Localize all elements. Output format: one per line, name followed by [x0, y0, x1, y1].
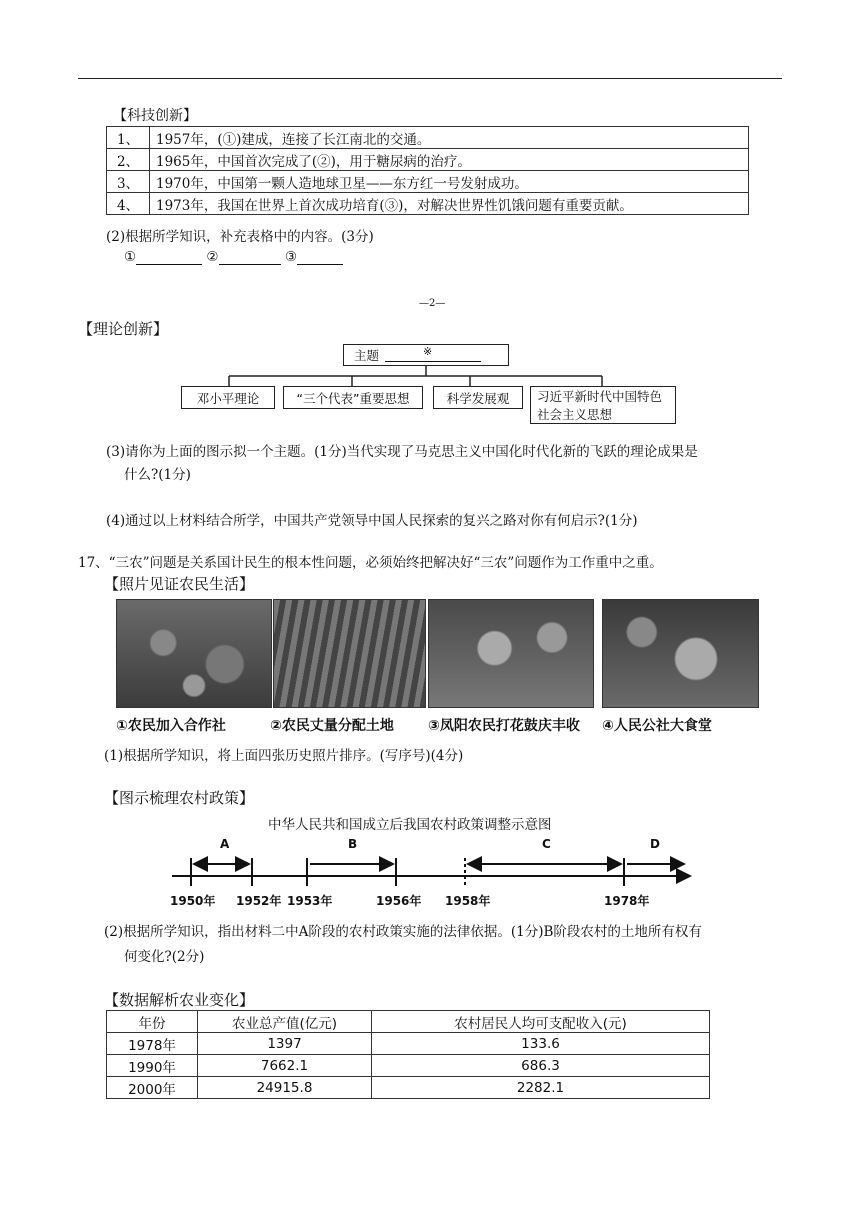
topic-mark: ※: [423, 344, 433, 358]
row-text: 1957年，(①)建成，连接了长江南北的交通。: [150, 127, 749, 149]
row-number: 2、: [107, 149, 150, 171]
cell-year: 2000年: [107, 1077, 198, 1099]
stage-a-label: A: [220, 837, 230, 851]
table-row: [107, 1055, 710, 1077]
row-number: 4、: [107, 193, 150, 215]
cell-output: 24915.8: [198, 1077, 372, 1099]
cell-year: 1978年: [107, 1033, 198, 1055]
q17-intro: 17、“三农”问题是关系国计民生的根本性问题，必须始终把解决好“三农”问题作为工作重中之重。: [78, 555, 663, 571]
agriculture-data-table: [106, 1010, 710, 1099]
table-row: [107, 1033, 710, 1055]
q17-question-2-line-1: (2)根据所学知识，指出材料二中A阶段的农村政策实施的法律依据。(1分)B阶段农村的土地所有权有: [104, 924, 702, 940]
policy-heading: 【图示梳理农村政策】: [104, 789, 255, 807]
theory-box-deng: 邓小平理论: [181, 386, 275, 409]
header-income: 农村居民人均可支配收入(元): [372, 1011, 710, 1033]
row-text: 1965年，中国首次完成了(②)，用于糖尿病的治疗。: [150, 149, 749, 171]
q17-question-2-line-2: 何变化?(2分): [124, 949, 205, 965]
question-2-tech: (2)根据所学知识，补充表格中的内容。(3分): [106, 229, 374, 245]
blank-label: ①: [124, 249, 137, 265]
caption-2: ②农民丈量分配土地: [270, 718, 394, 734]
blank-label: ②: [206, 249, 219, 265]
year-1952: 1952年: [236, 894, 282, 908]
year-1958: 1958年: [445, 894, 491, 908]
photos-heading: 【照片见证农民生活】: [104, 575, 255, 593]
theory-heading: 【理论创新】: [78, 320, 169, 338]
cell-income: 686.3: [372, 1055, 710, 1077]
page-number: —2—: [419, 298, 446, 309]
header-output: 农业总产值(亿元): [198, 1011, 372, 1033]
data-heading: 【数据解析农业变化】: [104, 991, 255, 1009]
question-3-line-1: (3)请你为上面的图示拟一个主题。(1分)当代实现了马克思主义中国化时代化新的飞跃的理论成果是: [106, 444, 698, 460]
theory-box-scientific-outlook: 科学发展观: [433, 386, 523, 409]
stage-b-label: B: [348, 837, 358, 851]
table-row: [107, 1077, 710, 1099]
timeline-title: 中华人民共和国成立后我国农村政策调整示意图: [268, 817, 552, 833]
blank-label: ③: [284, 249, 297, 265]
cell-income: 2282.1: [372, 1077, 710, 1099]
cell-income: 133.6: [372, 1033, 710, 1055]
caption-4: ④人民公社大食堂: [602, 718, 712, 734]
cell-output: 7662.1: [198, 1055, 372, 1077]
cell-output: 1397: [198, 1033, 372, 1055]
stage-c-label: C: [542, 837, 551, 851]
caption-1: ①农民加入合作社: [116, 718, 226, 734]
theory-box-three-represents: “三个代表”重要思想: [283, 386, 423, 409]
caption-3: ③凤阳农民打花鼓庆丰收: [428, 718, 580, 734]
cell-year: 1990年: [107, 1055, 198, 1077]
xi-thought-line-2: 社会主义思想: [537, 407, 613, 422]
year-1956: 1956年: [376, 894, 422, 908]
row-text: 1970年，中国第一颗人造地球卫星——东方红一号发射成功。: [150, 171, 749, 193]
q17-question-1: (1)根据所学知识，将上面四张历史照片排序。(写序号)(4分): [104, 748, 464, 764]
year-1978: 1978年: [604, 894, 650, 908]
topic-label: 主题: [354, 348, 380, 363]
question-3-line-2: 什么?(1分): [124, 467, 191, 483]
stage-d-label: D: [650, 837, 660, 851]
row-number: 1、: [107, 127, 150, 149]
xi-thought-line-1: 习近平新时代中国特色: [537, 389, 663, 404]
row-text: 1973年，我国在世界上首次成功培育(③)，对解决世界性饥饿问题有重要贡献。: [150, 193, 749, 215]
question-4: (4)通过以上材料结合所学，中国共产党领导中国人民探索的复兴之路对你有何启示?(1分): [106, 513, 638, 529]
row-number: 3、: [107, 171, 150, 193]
table-header-row: [107, 1011, 710, 1033]
year-1950: 1950年: [170, 894, 216, 908]
year-1953: 1953年: [287, 894, 333, 908]
tech-heading: 【科技创新】: [113, 108, 197, 124]
header-year: 年份: [107, 1011, 198, 1033]
